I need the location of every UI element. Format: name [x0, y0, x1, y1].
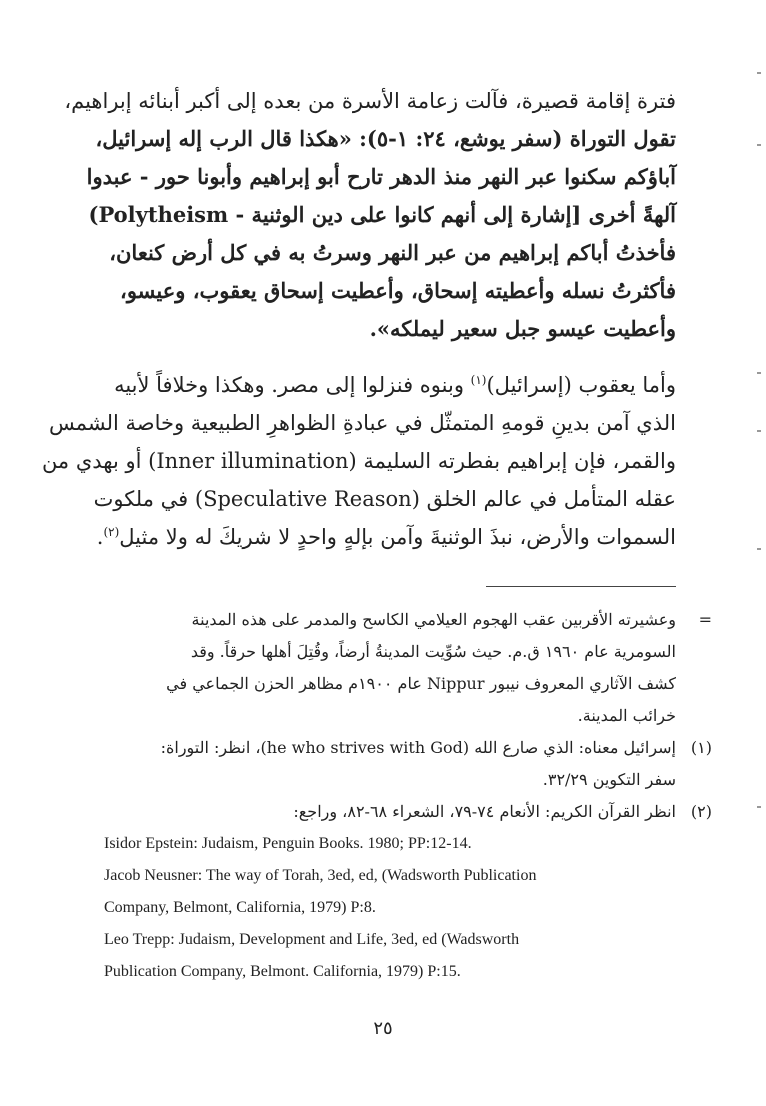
margin-mark	[757, 806, 761, 808]
text-line: وأعطيت عيسو جبل سعير ليملكه».	[369, 316, 676, 341]
footnote-line: السومرية عام ١٩٦٠ ق.م. حيث سُوِّيت المدينةُ أرضاً، وقُتِلَ أهلها حرقاً. وقد	[190, 642, 676, 661]
margin-mark	[757, 548, 761, 550]
text-span: .	[96, 525, 104, 549]
text-line: فترة إقامة قصيرة، فآلت زعامة الأسرة من بعده إلى أكبر أبنائه إبراهيم،	[64, 89, 676, 113]
text-span: السموات والأرض، نبذَ الوثنيةَ وآمن بإلهٍ واحدٍ لا شريكَ له ولا مثيل	[119, 525, 676, 549]
text-line: تقول التوراة (سفر يوشع، ٢٤: ١-٥): «هكذا قال الرب إله إسرائيل،	[95, 126, 676, 151]
footnote-ref-2[interactable]: (٢)	[103, 525, 120, 539]
reference-line: Leo Trepp: Judaism, Development and Life, 3ed, ed (Wadsworth	[104, 931, 520, 948]
reference-line: Publication Company, Belmont. California, 1979) P:15.	[104, 963, 461, 980]
quote-paragraph	[64, 82, 676, 348]
text-line: والقمر، فإن إبراهيم بفطرته السليمة (Inner illumination) أو بهدي من	[41, 449, 676, 473]
footnotes	[104, 604, 712, 988]
margin-mark	[757, 72, 761, 74]
text-line: فأكثرتُ نسله وأعطيته إسحاق، وأعطيت إسحاق يعقوب، وعيسو،	[120, 278, 676, 303]
footnote-1	[104, 732, 712, 796]
reference-line: Isidor Epstein: Judaism, Penguin Books. 1980; PP:12-14.	[104, 835, 472, 852]
page-number: ٢٥	[373, 1018, 393, 1039]
text-span: وأما يعقوب (إسرائيل)	[486, 373, 676, 397]
body-paragraph	[41, 366, 676, 556]
text-line: الذي آمن بدينِ قومهِ المتمثّل في عبادةِ الظواهرِ الطبيعية وخاصة الشمس	[48, 411, 676, 435]
continuation-marker: =	[698, 610, 712, 629]
footnote-ref-1[interactable]: (١)	[470, 373, 487, 387]
text-line: عقله المتأمل في عالم الخلق (Speculative Reason) في ملكوت	[93, 487, 676, 511]
footnote-continued	[104, 604, 712, 732]
footnote-line: كشف الآثاري المعروف نيبور Nippur عام ١٩٠٠م مظاهر الحزن الجماعي في	[166, 674, 676, 693]
footnote-separator	[486, 586, 676, 587]
footnote-number: (١)	[690, 738, 712, 757]
footnote-line: انظر القرآن الكريم: الأنعام ٧٤-٧٩، الشعراء ٦٨-٨٢، وراجع:	[293, 802, 676, 821]
footnote-line: سفر التكوين ٣٢/٢٩.	[542, 770, 676, 789]
footnote-number: (٢)	[690, 802, 712, 821]
margin-mark	[757, 372, 761, 374]
reference-line: Jacob Neusner: The way of Torah, 3ed, ed, (Wadsworth Publication	[104, 867, 537, 884]
footnote-line: إسرائيل معناه: الذي صارع الله (he who strives with God)، انظر: التوراة:	[160, 738, 676, 757]
text-line	[104, 366, 676, 404]
footnote-line: وعشيرته الأقربين عقب الهجوم العيلامي الكاسح والمدمر على هذه المدينة	[191, 610, 676, 629]
text-line: آباؤكم سكنوا عبر النهر منذ الدهر تارح أبو إبراهيم وأبونا حور - عبدوا	[86, 164, 676, 189]
text-line: فأخذتُ أباكم إبراهيم من عبر النهر وسرتُ به في كل أرض كنعان،	[109, 240, 676, 265]
text-line	[96, 518, 676, 556]
footnote-2	[104, 796, 712, 828]
margin-mark	[757, 430, 761, 432]
margin-mark	[757, 144, 761, 146]
text-line: آلهةً أخرى [إشارة إلى أنهم كانوا على دين الوثنية - Polytheism)	[88, 202, 676, 227]
text-span: وبنوه فنزلوا إلى مصر. وهكذا وخلافاً لأبيه	[114, 373, 471, 397]
footnote-line: خرائب المدينة.	[577, 706, 676, 725]
reference-line: Company, Belmont, California, 1979) P:8.	[104, 899, 376, 916]
